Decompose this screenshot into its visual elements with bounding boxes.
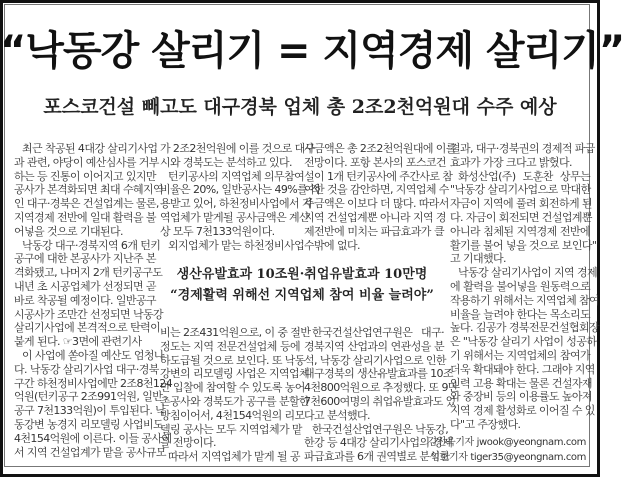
text-line: 강변의 리모델링 사업은 지역업체 bbox=[160, 367, 310, 381]
text-line: 효과가 가장 크다고 밝혔다. bbox=[450, 155, 572, 169]
text-line: 아니라 침체된 지역경제 전반에 bbox=[450, 224, 590, 238]
text-line: 한국건설산업연구원은 낙동강, bbox=[312, 422, 449, 436]
text-line: 을 전망이다. bbox=[160, 436, 216, 450]
text-line: 서 지역 건설업계가 맡을 공사규모 bbox=[14, 445, 166, 459]
subheadline: 포스코건설 빼고도 대구경북 업체 총 2조2천억원대 수주 예상 bbox=[43, 96, 557, 118]
text-line: 은 "낙동강 살리기 사업이 성공하 bbox=[450, 335, 597, 349]
text-line: 공구에 대한 본공사가 지난주 본 bbox=[14, 252, 156, 266]
section-headline-line-2: “경제활력 위해선 지역업체 참여 비율 늘려야” bbox=[170, 288, 434, 303]
text-line: 기 위해서는 지역업체의 참여가 bbox=[450, 348, 590, 362]
text-line: 공사가 본격화되면 최대 수혜지역 bbox=[14, 183, 164, 197]
text-line: 역업체가 맡게될 공사금액은 계산 bbox=[160, 210, 310, 224]
text-line: 붙게 된다. ☞3면에 관련기사 bbox=[14, 335, 142, 349]
text-line: 낙동강 살리기사업이 지역 경제 bbox=[458, 266, 598, 280]
text-line: 다. 낙동강 살리기사업 대구·경북 bbox=[14, 362, 159, 376]
text-line: 4천154억원에 이른다. 이들 공사에 bbox=[14, 431, 172, 445]
text-line: 한국건설산업연구원은 대구· bbox=[312, 326, 444, 339]
text-line: 용받고 있어, 하천정비사업에서 지 bbox=[160, 197, 312, 211]
text-line: 최근 착공된 4대강 살리기사업 bbox=[22, 142, 158, 155]
text-line: 낙동강 대구·경북지역 6개 턴키 bbox=[22, 238, 161, 252]
text-line: 하는 등 진통이 이어지고 있지만 bbox=[14, 169, 156, 183]
text-line: 대구경북의 생산유발효과를 10조 bbox=[304, 367, 453, 381]
text-line: 살리기사업에 본격적으로 탄력이 bbox=[14, 321, 161, 335]
byline-1: 김진욱기자 jwook@yeongnam.com bbox=[427, 437, 586, 448]
text-line: 비율을 늘려야 한다는 목소리도 bbox=[450, 307, 590, 321]
text-line: 전망이다. 포항 본사의 포스코건 bbox=[304, 155, 446, 169]
text-line: 바로 착공될 예정이다. 일반공구 bbox=[14, 293, 156, 307]
text-line: 외지업체가 맡는 하천정비사업 bbox=[168, 238, 305, 252]
text-line: 촌공사와 경북도가 공구를 분할한 bbox=[160, 394, 310, 408]
text-line: 어넣을 것으로 기대된다. bbox=[14, 224, 123, 238]
headline: “낙동강 살리기 = 지역경제 살리기” bbox=[0, 28, 624, 74]
column-3-bottom bbox=[304, 326, 458, 464]
text-line: 활기를 불어 넣을 것으로 보인다" bbox=[450, 238, 597, 252]
section-headline-line-1: 생산유발효과 10조원·취업유발효과 10만명 bbox=[176, 267, 428, 282]
column-2-top bbox=[160, 142, 321, 252]
text-line: 제전반에 미치는 파급효과가 클 bbox=[304, 224, 444, 238]
text-line: "낙동강 살리기사업으로 막대한 bbox=[450, 183, 591, 197]
text-line: 지역 건설업계뿐 아니라 지역 경 bbox=[304, 210, 446, 224]
text-line: 여한 것을 감안하면, 지역업체 수 bbox=[304, 183, 449, 197]
text-line: 사금액은 총 2조2천억원대에 이를 bbox=[304, 142, 456, 155]
text-line: 지역 경제 활성화로 이어질 수 있 bbox=[450, 404, 595, 418]
section-headline bbox=[156, 264, 448, 306]
text-line: 동강변 농경지 리모델링 사업비도 bbox=[14, 417, 164, 431]
text-line: 경북지역 산업과의 연관성을 분 bbox=[304, 339, 444, 353]
text-line: 델링 공사는 모두 지역업체가 맡 bbox=[160, 422, 302, 436]
text-line: 와 중장비 등의 이용률도 높아져 bbox=[450, 390, 592, 404]
column-4 bbox=[450, 142, 600, 432]
text-line: 억원(턴키공구 2조991억원, 일반 bbox=[14, 390, 163, 404]
text-line: 비는 2조431억원으로, 이 중 절반 bbox=[160, 326, 311, 339]
text-line: 따라서 지역업체가 맡게 될 공 bbox=[168, 450, 300, 464]
text-line: 정도는 지역 전문건설업체 등에 bbox=[160, 339, 300, 353]
text-line: 다고 분석했다. bbox=[304, 408, 370, 422]
column-1 bbox=[14, 142, 173, 459]
column-3-top bbox=[304, 142, 456, 252]
text-line: 공구 7천133억원)이 투입된다. 낙 bbox=[14, 404, 166, 418]
text-line: 인 대구·경북은 건설업계는 물론, bbox=[14, 197, 159, 211]
column-2-bottom bbox=[160, 326, 311, 464]
text-line: 시와 경북도는 분석하고 있다. bbox=[160, 155, 292, 169]
text-line: 내년 초 시공업체가 선정되면 곧 bbox=[14, 279, 156, 293]
text-line: 상 모두 7천133억원이다. bbox=[160, 224, 275, 238]
text-line: 이 사업에 쏟아질 예산도 엄청나 bbox=[22, 348, 164, 362]
text-line: 석, 낙동강 살리기사업으로 인한 bbox=[304, 353, 446, 367]
text-line: 만 입찰에 참여할 수 있도록 농어 bbox=[160, 381, 305, 395]
text-line: 더욱 확대돼야 한다. 그래야 지역 bbox=[450, 362, 595, 376]
text-line: 주금액은 이보다 더 많다. 따라서 bbox=[304, 197, 449, 211]
text-line: 설이 1개 턴키공사에 주간사로 참 bbox=[304, 169, 453, 183]
text-line: 7천600여명의 취업유발효과도 있 bbox=[304, 394, 456, 408]
text-line: 지역경제 전반에 일대 활력을 불 bbox=[14, 210, 156, 224]
text-line: 수밖에 없다. bbox=[304, 238, 360, 252]
text-line: 방침이어서, 4천154억원의 리모 bbox=[160, 408, 305, 422]
text-line: 에 활력을 불어넣을 원동력으로 bbox=[450, 279, 590, 293]
text-line: 다. 자금이 회전되면 건설업계뿐 bbox=[450, 210, 592, 224]
text-line: 시공사가 조만간 선정되면 낙동강 bbox=[14, 307, 164, 321]
text-line: 비율은 20%, 일반공사는 49%를 적 bbox=[160, 183, 321, 197]
byline-2: 임호기자 tiger35@yeongnam.com bbox=[430, 452, 586, 463]
text-line: 격화됐고, 나머지 2개 턴키공구도 bbox=[14, 266, 163, 280]
text-line: 한강 등 4대강 살리기사업의 경제 bbox=[304, 436, 453, 450]
text-line: 파급효과를 6개 권역별로 분석한 bbox=[304, 450, 450, 464]
text-line: 자금이 지역에 풀려 회전하게 된 bbox=[450, 197, 592, 211]
text-line: 결과, 대구·경북권의 경제적 파급 bbox=[450, 142, 595, 155]
text-line: 다"고 주장했다. bbox=[450, 417, 521, 431]
text-line: 턴키공사의 지역업체 의무참여 bbox=[168, 169, 305, 183]
text-line: 가 2조2천억원에 이를 것으로 대구 bbox=[160, 142, 315, 155]
text-line: 과 관련, 야당이 예산심사를 거부 bbox=[14, 155, 159, 169]
text-line: 작용하기 위해서는 지역업체 참여 bbox=[450, 293, 600, 307]
text-line: 고 기대했다. bbox=[450, 252, 506, 266]
text-line: 구간 하천정비사업에만 2조8천124 bbox=[14, 376, 173, 390]
text-line: 4천800억원으로 추정했다. 또 9만 bbox=[304, 381, 458, 395]
text-line: 화성산업(주) 도훈찬 상무는 bbox=[458, 169, 590, 183]
text-line: 하도급될 것으로 보인다. 또 낙동 bbox=[160, 353, 305, 367]
text-line: 높다. 김공가 경북전문건설협회장 bbox=[450, 321, 600, 335]
text-line: 인력 고용 확대는 물론 건설자재 bbox=[450, 376, 592, 390]
